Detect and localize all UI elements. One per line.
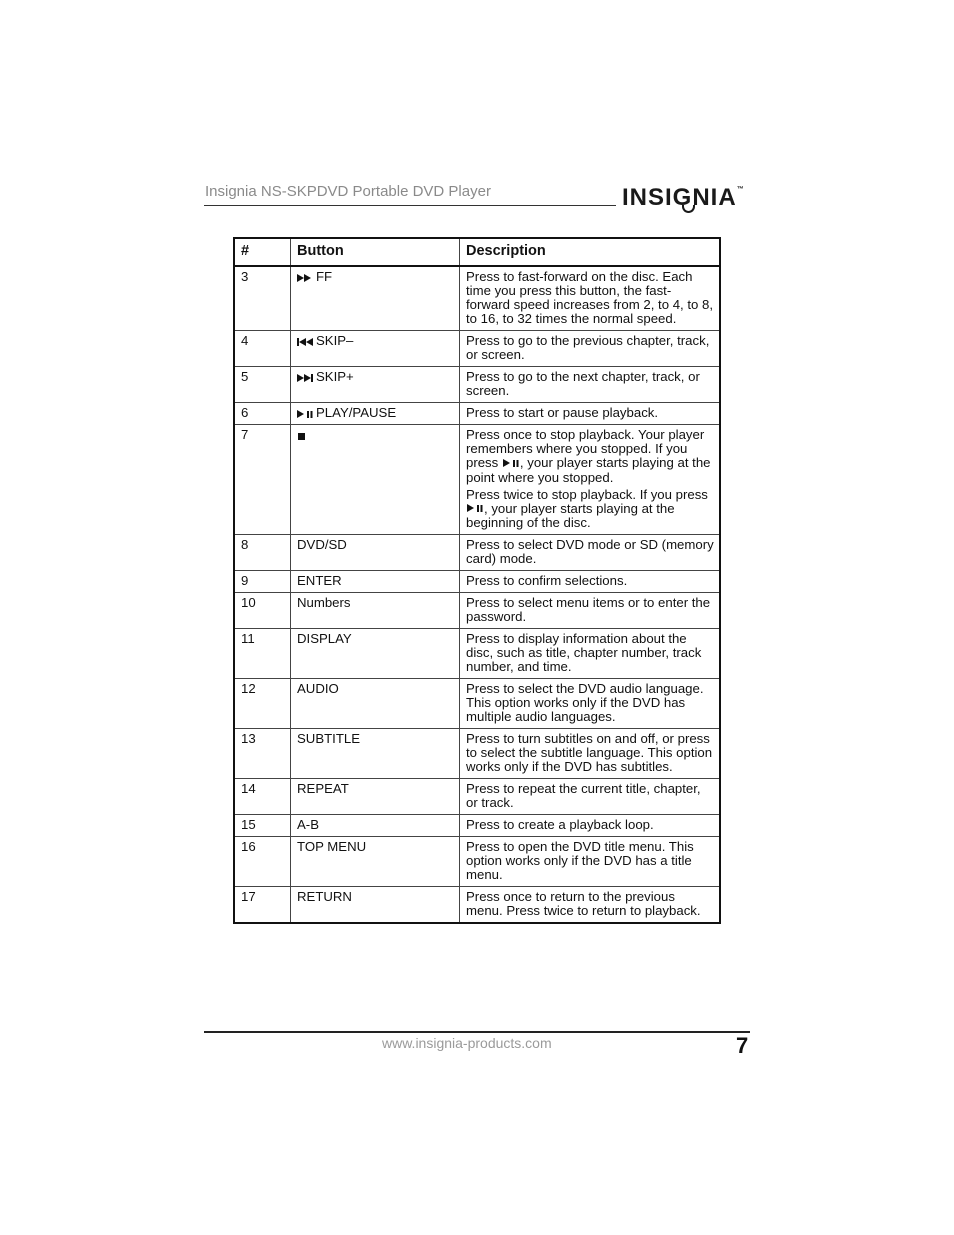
button-label: FF [316, 269, 333, 284]
header-title: Insignia NS-SKPDVD Portable DVD Player [205, 183, 491, 200]
description-text: Press once to stop playback. Your player remembers where you stopped. If you press [466, 427, 705, 470]
skip-forward-icon [297, 373, 313, 383]
button-label: REPEAT [297, 781, 349, 797]
description-paragraph [466, 428, 714, 485]
table-row [234, 367, 720, 403]
row-description [460, 629, 721, 679]
table-row [234, 403, 720, 425]
table-row [234, 815, 720, 837]
row-description [460, 571, 721, 593]
description-text: , your player starts playing at the beginning of the disc. [466, 500, 675, 531]
column-header-button: Button [291, 238, 460, 266]
row-description [460, 367, 721, 403]
table-row [234, 571, 720, 593]
row-button [291, 266, 460, 331]
play-pause-icon [297, 409, 313, 419]
remote-buttons-table [233, 237, 721, 924]
button-label: A-B [297, 817, 319, 833]
row-number: 10 [234, 593, 291, 629]
description-paragraph: Press to confirm selections. [466, 573, 628, 589]
row-description [460, 425, 721, 535]
row-description [460, 779, 721, 815]
row-number: 11 [234, 629, 291, 679]
play-pause-icon [467, 502, 483, 516]
row-button [291, 367, 460, 403]
table-row [234, 629, 720, 679]
row-description [460, 535, 721, 571]
row-button [291, 593, 460, 629]
row-button [291, 815, 460, 837]
button-label: RETURN [297, 889, 352, 905]
description-paragraph: Press to turn subtitles on and off, or press to select the subtitle language. This option works only if the DVD has subtitles. [466, 731, 713, 775]
row-description [460, 593, 721, 629]
row-description [460, 331, 721, 367]
row-button [291, 535, 460, 571]
button-label: SUBTITLE [297, 731, 361, 747]
row-number: 17 [234, 887, 291, 924]
row-button [291, 629, 460, 679]
row-number: 15 [234, 815, 291, 837]
description-paragraph: Press to go to the previous chapter, track, or screen. [466, 333, 710, 362]
row-button [291, 403, 460, 425]
button-label: AUDIO [297, 681, 339, 697]
row-description [460, 887, 721, 924]
row-description [460, 729, 721, 779]
row-description [460, 837, 721, 887]
table-row [234, 593, 720, 629]
row-number: 9 [234, 571, 291, 593]
row-button [291, 729, 460, 779]
row-button [291, 331, 460, 367]
button-label: DISPLAY [297, 631, 352, 647]
row-button [291, 779, 460, 815]
stop-icon [297, 431, 313, 441]
logo-text: INSIGNIA [622, 184, 737, 211]
description-text: , your player starts playing at the point where you stopped. [466, 455, 711, 485]
button-label: PLAY/PAUSE [316, 405, 397, 420]
table-row [234, 425, 720, 535]
button-label: DVD/SD [297, 537, 347, 553]
description-paragraph: Press to open the DVD title menu. This option works only if the DVD has a title menu. [466, 839, 694, 883]
table-row [234, 837, 720, 887]
table-row [234, 266, 720, 331]
button-label: SKIP– [316, 333, 354, 348]
fast-forward-icon [297, 273, 313, 283]
description-paragraph [466, 488, 714, 531]
column-header-description: Description [460, 238, 721, 266]
row-number: 14 [234, 779, 291, 815]
description-text: Press twice to stop playback. If you press [466, 486, 708, 502]
row-number: 16 [234, 837, 291, 887]
description-paragraph: Press to display information about the disc, such as title, chapter number, track number, and time. [466, 631, 702, 675]
logo-trademark: ™ [736, 186, 745, 193]
row-description [460, 403, 721, 425]
row-description [460, 679, 721, 729]
table-row [234, 887, 720, 924]
row-description [460, 266, 721, 331]
table-row [234, 729, 720, 779]
row-button [291, 425, 460, 535]
button-label: SKIP+ [316, 369, 354, 384]
page-number: 7 [736, 1033, 749, 1058]
description-paragraph: Press to select menu items or to enter the password. [466, 595, 711, 625]
row-button [291, 571, 460, 593]
table-row [234, 331, 720, 367]
description-paragraph: Press once to return to the previous menu. Press twice to return to playback. [466, 889, 701, 919]
description-paragraph: Press to fast-forward on the disc. Each time you press this button, the fast-forward speed increases from 2, to 4, to 8, to 16, to 32 times the normal speed. [466, 269, 714, 326]
row-number: 3 [234, 266, 291, 331]
table-row [234, 535, 720, 571]
row-description [460, 815, 721, 837]
description-paragraph: Press to create a playback loop. [466, 817, 654, 833]
table-row [234, 679, 720, 729]
footer-rule [204, 1031, 750, 1033]
row-number: 8 [234, 535, 291, 571]
description-paragraph: Press to start or pause playback. [466, 405, 659, 420]
skip-back-icon [297, 337, 313, 347]
row-number: 5 [234, 367, 291, 403]
row-button [291, 887, 460, 924]
row-number: 4 [234, 331, 291, 367]
play-pause-icon [503, 457, 519, 471]
row-number: 7 [234, 425, 291, 535]
row-button [291, 837, 460, 887]
button-label: TOP MENU [297, 839, 367, 855]
header-rule [204, 205, 616, 206]
footer-url: www.insignia-products.com [382, 1035, 552, 1051]
row-number: 12 [234, 679, 291, 729]
table-header-row [234, 238, 720, 266]
row-button [291, 679, 460, 729]
description-paragraph: Press to select DVD mode or SD (memory card) mode. [466, 537, 714, 567]
button-label: Numbers [297, 595, 351, 611]
column-header-number: # [234, 238, 291, 266]
button-label: ENTER [297, 573, 342, 589]
table-row [234, 779, 720, 815]
row-number: 6 [234, 403, 291, 425]
description-paragraph: Press to select the DVD audio language. This option works only if the DVD has multiple audio languages. [466, 681, 704, 725]
description-paragraph: Press to repeat the current title, chapter, or track. [466, 781, 701, 811]
description-paragraph: Press to go to the next chapter, track, or screen. [466, 369, 700, 398]
row-number: 13 [234, 729, 291, 779]
